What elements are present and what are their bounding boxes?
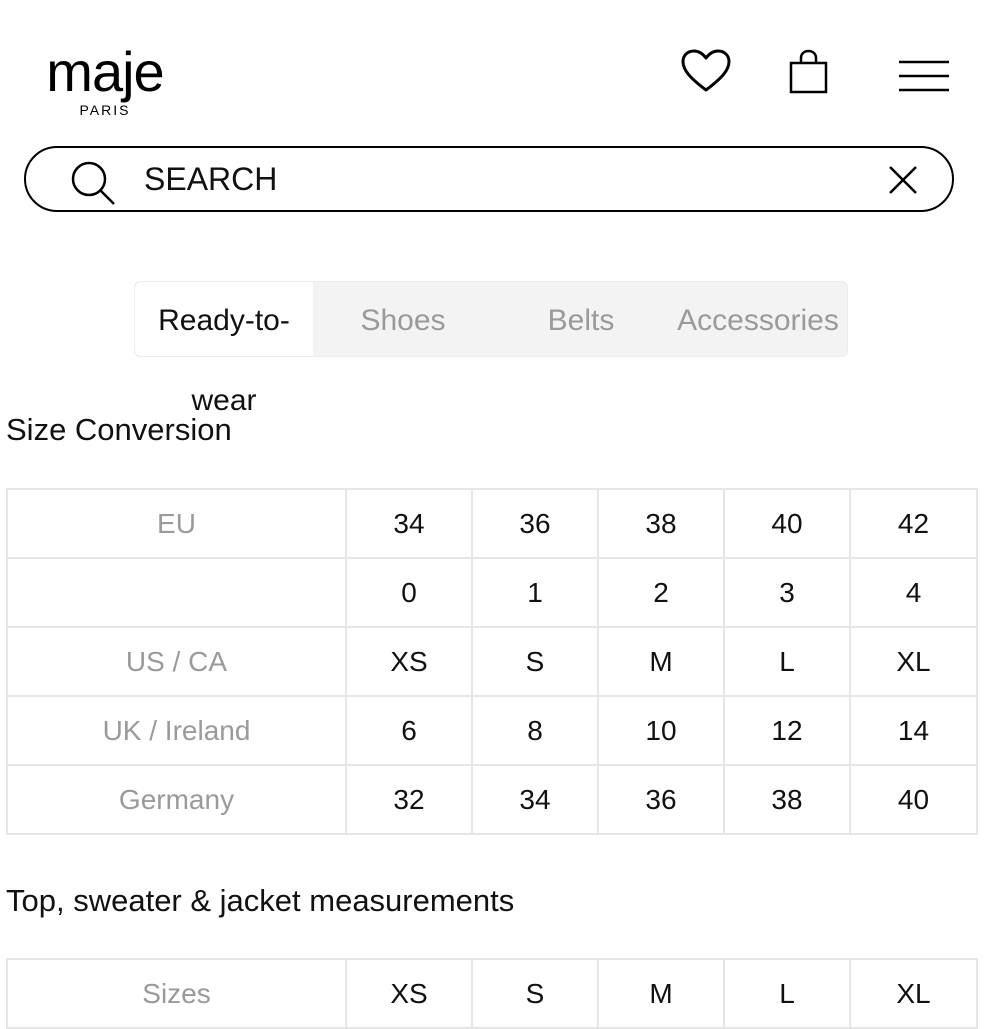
table-cell: 14 [850,696,977,765]
table-cell: 36 [472,489,598,558]
search-input[interactable] [144,160,844,198]
table-cell: L [724,627,850,696]
table-cell: 34 [346,489,472,558]
tab-label: Accessories [677,304,839,337]
size-conversion-table [6,488,978,835]
tab-label: Belts [547,304,615,337]
row-label: Sizes [7,959,346,1028]
brand-name: maje [46,40,164,103]
table-cell: 2 [598,558,724,627]
brand-logo[interactable] [30,40,180,118]
table-row [7,489,977,558]
row-label: Germany [7,765,346,834]
row-label: EU [7,489,346,558]
search-icon[interactable] [70,160,120,213]
table-row [7,959,977,1028]
brand-subtitle: PARIS [79,102,131,118]
row-label: UK / Ireland [7,696,346,765]
tab-label: Ready-to- [158,304,290,337]
table-cell: XS [346,627,472,696]
table-cell: L [724,959,850,1028]
table-cell: 10 [598,696,724,765]
table-cell: 1 [472,558,598,627]
table-row [7,765,977,834]
size-conversion-title: Size Conversion [6,412,232,447]
table-cell: 38 [724,765,850,834]
table-cell: 12 [724,696,850,765]
heart-icon[interactable] [680,48,732,99]
table-cell: 40 [850,765,977,834]
table-cell: 40 [724,489,850,558]
table-row [7,696,977,765]
table-cell: 0 [346,558,472,627]
table-cell: 6 [346,696,472,765]
table-cell: XS [346,959,472,1028]
table-cell: 8 [472,696,598,765]
table-row [7,558,977,627]
table-cell: S [472,627,598,696]
measurements-table [6,958,978,1029]
tab-label-continued: wear [191,384,257,417]
table-cell: XL [850,959,977,1028]
tab-shoes[interactable] [313,282,493,356]
close-icon[interactable] [888,165,918,200]
table-cell: 3 [724,558,850,627]
table-cell: 4 [850,558,977,627]
tab-label: Shoes [360,304,446,337]
menu-icon[interactable] [898,58,950,99]
table-cell: M [598,627,724,696]
table-row [7,627,977,696]
table-cell: 32 [346,765,472,834]
table-cell: M [598,959,724,1028]
search-bar [24,146,954,212]
table-cell: XL [850,627,977,696]
row-label [7,558,346,627]
table-cell: 38 [598,489,724,558]
shopping-bag-icon[interactable] [788,48,830,101]
tab-accessories[interactable] [669,282,847,356]
table-cell: 36 [598,765,724,834]
row-label: US / CA [7,627,346,696]
category-tabs [134,281,848,417]
table-cell: S [472,959,598,1028]
measurements-title: Top, sweater & jacket measurements [6,883,515,918]
tab-ready-to-wear[interactable] [135,282,313,417]
table-cell: 42 [850,489,977,558]
tab-belts[interactable] [493,282,669,356]
table-cell: 34 [472,765,598,834]
